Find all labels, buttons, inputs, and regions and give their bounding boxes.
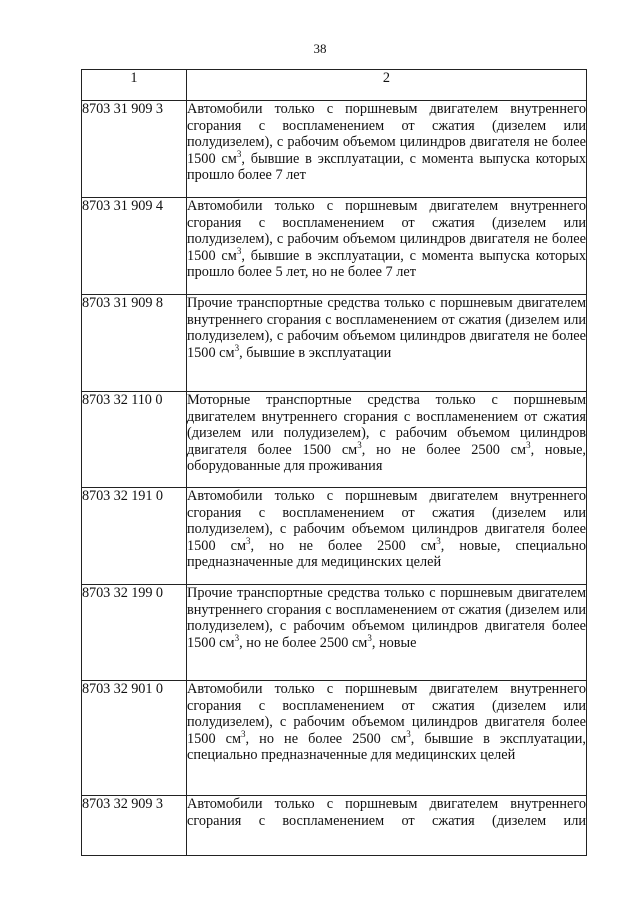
commodity-code: 8703 31 909 4 (82, 198, 187, 295)
commodity-description: Моторные транспортные средства только с поршневым двигателем внутреннего сгорания с воспламенением от сжатия (дизелем или полудизелем), с рабочим объемом цилиндров двигателя более 1500 $см^3$, но не более 2500 $см^3$, новые, оборудованные для проживания (187, 392, 587, 488)
commodity-code: 8703 32 901 0 (82, 681, 187, 796)
page-number: 38 (313, 41, 327, 56)
commodity-description: Автомобили только с поршневым двигателем внутреннего сгорания с воспламенением от сжатия (дизелем или полудизелем), с рабочим объемом цилиндров двигателя более 1500 $см^3$, но не более 2500 $см^3$, бывшие в эксплуатации, специально предназначенные для медицинских целей (187, 681, 587, 796)
commodity-code: 8703 31 909 3 (82, 101, 187, 198)
table-row (82, 585, 587, 681)
table-row (82, 796, 587, 856)
table-row (82, 101, 587, 198)
commodity-description: Автомобили только с поршневым двигателем внутреннего сгорания с воспламенением от сжатия (дизелем или (187, 796, 587, 856)
table-row (82, 392, 587, 488)
table-row (82, 295, 587, 392)
table-row (82, 198, 587, 295)
commodity-code: 8703 32 191 0 (82, 488, 187, 585)
column-header-2: 2 (187, 70, 587, 101)
commodity-code: 8703 32 110 0 (82, 392, 187, 488)
commodity-description: Прочие транспортные средства только с поршневым двигателем внутреннего сгорания с воспламенением от сжатия (дизелем или полудизелем), с рабочим объемом цилиндров двигателя более 1500 $см^3$, но не более 2500 $см^3$, новые (187, 585, 587, 681)
column-header-1: 1 (82, 70, 187, 101)
commodity-description: Автомобили только с поршневым двигателем внутреннего сгорания с воспламенением от сжатия (дизелем или полудизелем), с рабочим объемом цилиндров двигателя не более 1500 $см^3$, бывшие в эксплуатации, с момента выпуска которых прошло более 5 лет, но не более 7 лет (187, 198, 587, 295)
commodity-code: 8703 31 909 8 (82, 295, 187, 392)
tariff-code-table (81, 69, 587, 856)
commodity-description: Автомобили только с поршневым двигателем внутреннего сгорания с воспламенением от сжатия (дизелем или полудизелем), с рабочим объемом цилиндров двигателя не более 1500 $см^3$, бывшие в эксплуатации, с момента выпуска которых прошло более 7 лет (187, 101, 587, 198)
commodity-description: Прочие транспортные средства только с поршневым двигателем внутреннего сгорания с воспламенением от сжатия (дизелем или полудизелем), с рабочим объемом цилиндров двигателя не более 1500 $см^3$, бывшие в эксплуатации (187, 295, 587, 392)
table-header-row (82, 70, 587, 101)
table-row (82, 681, 587, 796)
commodity-description: Автомобили только с поршневым двигателем внутреннего сгорания с воспламенением от сжатия (дизелем или полудизелем), с рабочим объемом цилиндров двигателя более 1500 $см^3$, но не более 2500 $см^3$, новые, специально предназначенные для медицинских целей (187, 488, 587, 585)
commodity-code: 8703 32 909 3 (82, 796, 187, 856)
commodity-code: 8703 32 199 0 (82, 585, 187, 681)
table-row (82, 488, 587, 585)
